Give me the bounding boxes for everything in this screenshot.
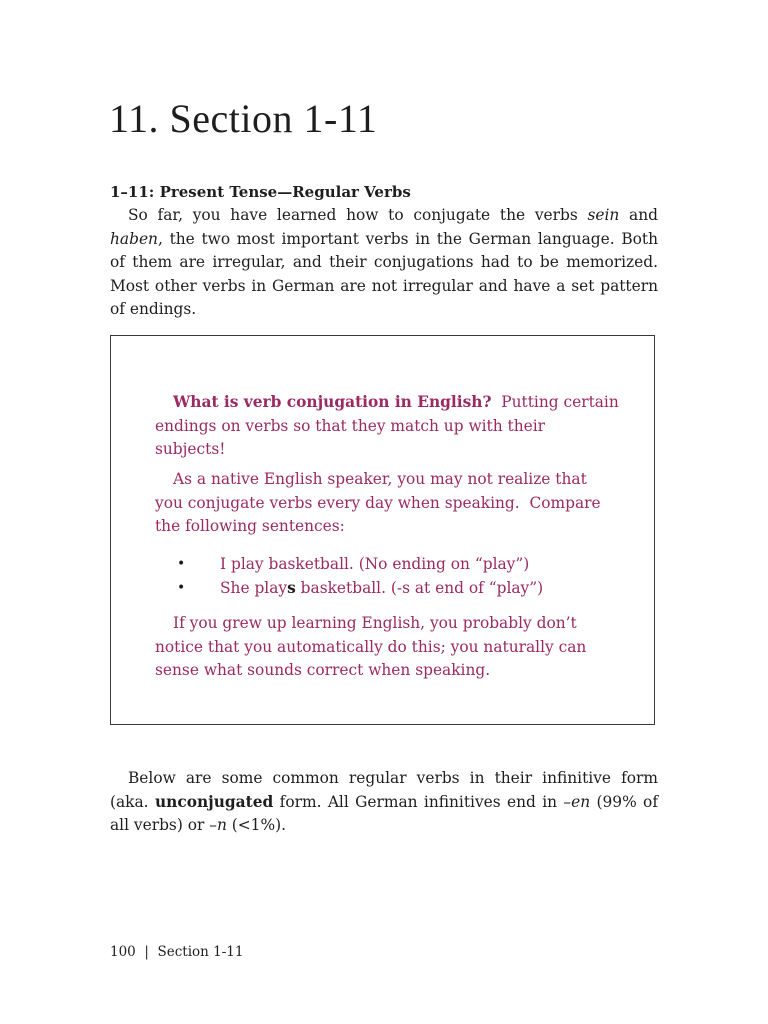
intro-line-3: of them are irregular, and their conjugations had to be memorized.: [110, 253, 658, 271]
ending-highlight: s: [287, 578, 296, 597]
callout-line: endings on verbs so that they match up with their: [155, 416, 546, 435]
callout-line: you conjugate verbs every day when speaking. Compare: [155, 493, 601, 512]
callout-line: As a native English speaker, you may not realize that: [173, 470, 587, 488]
example-text: She play: [220, 578, 288, 597]
callout-line: sense what sounds correct when speaking.: [155, 661, 491, 679]
example-text: basketball. (-s at end of “play”): [295, 578, 544, 597]
outro-text: (aka.: [110, 792, 155, 811]
term-unconjugated: unconjugated: [154, 792, 274, 811]
outro-text: form. All German infinitives end in: [273, 792, 564, 811]
example-list: [177, 553, 543, 600]
outro-text: (99% of: [590, 792, 659, 811]
list-item: [177, 553, 543, 577]
callout-question-paragraph: [155, 391, 625, 462]
intro-text: , the two most important verbs in the German language. Both: [157, 229, 658, 248]
callout-question: What is verb conjugation in English?: [173, 393, 492, 411]
callout-line: notice that you automatically do this; you naturally can: [155, 637, 587, 656]
callout-line: If you grew up learning English, you probably don’t: [173, 614, 577, 632]
ending-en: –en: [563, 792, 591, 811]
callout-conclusion-paragraph: [155, 612, 625, 683]
intro-line-2: [110, 228, 658, 252]
outro-line-1: Below are some common regular verbs in their infinitive form: [128, 769, 658, 787]
bullet-icon: •: [177, 579, 186, 596]
example-sentence: [220, 579, 543, 597]
callout-line: [155, 391, 625, 415]
callout-native-speaker-paragraph: [155, 468, 625, 539]
outro-line-2: [110, 791, 658, 815]
intro-line-1: [110, 204, 658, 228]
callout-line: subjects!: [155, 440, 226, 458]
outro-line-3: [110, 814, 658, 838]
callout-line: the following sentences:: [155, 517, 345, 535]
outro-text: (<1%).: [226, 816, 286, 834]
callout-box: [110, 335, 655, 725]
callout-answer: Putting certain: [491, 393, 619, 411]
intro-text: and: [619, 206, 658, 224]
intro-paragraph: [110, 204, 658, 322]
ending-n: –n: [209, 816, 227, 834]
section-heading: 1–11: Present Tense—Regular Verbs: [110, 183, 411, 201]
intro-text: So far, you have learned how to conjugate the verbs: [128, 206, 588, 224]
outro-paragraph: [110, 767, 658, 838]
intro-line-4: Most other verbs in German are not irregular and have a set pattern: [110, 276, 658, 295]
page-footer: 100 | Section 1-11: [110, 944, 244, 960]
chapter-title: 11. Section 1-11: [109, 96, 378, 141]
outro-text: all verbs) or: [110, 816, 210, 834]
verb-sein: sein: [587, 206, 620, 224]
example-sentence: I play basketball. (No ending on “play”): [220, 555, 530, 573]
verb-haben: haben: [110, 229, 158, 248]
bullet-icon: •: [177, 556, 186, 572]
list-item: [177, 577, 543, 601]
intro-line-5: of endings.: [110, 300, 197, 318]
